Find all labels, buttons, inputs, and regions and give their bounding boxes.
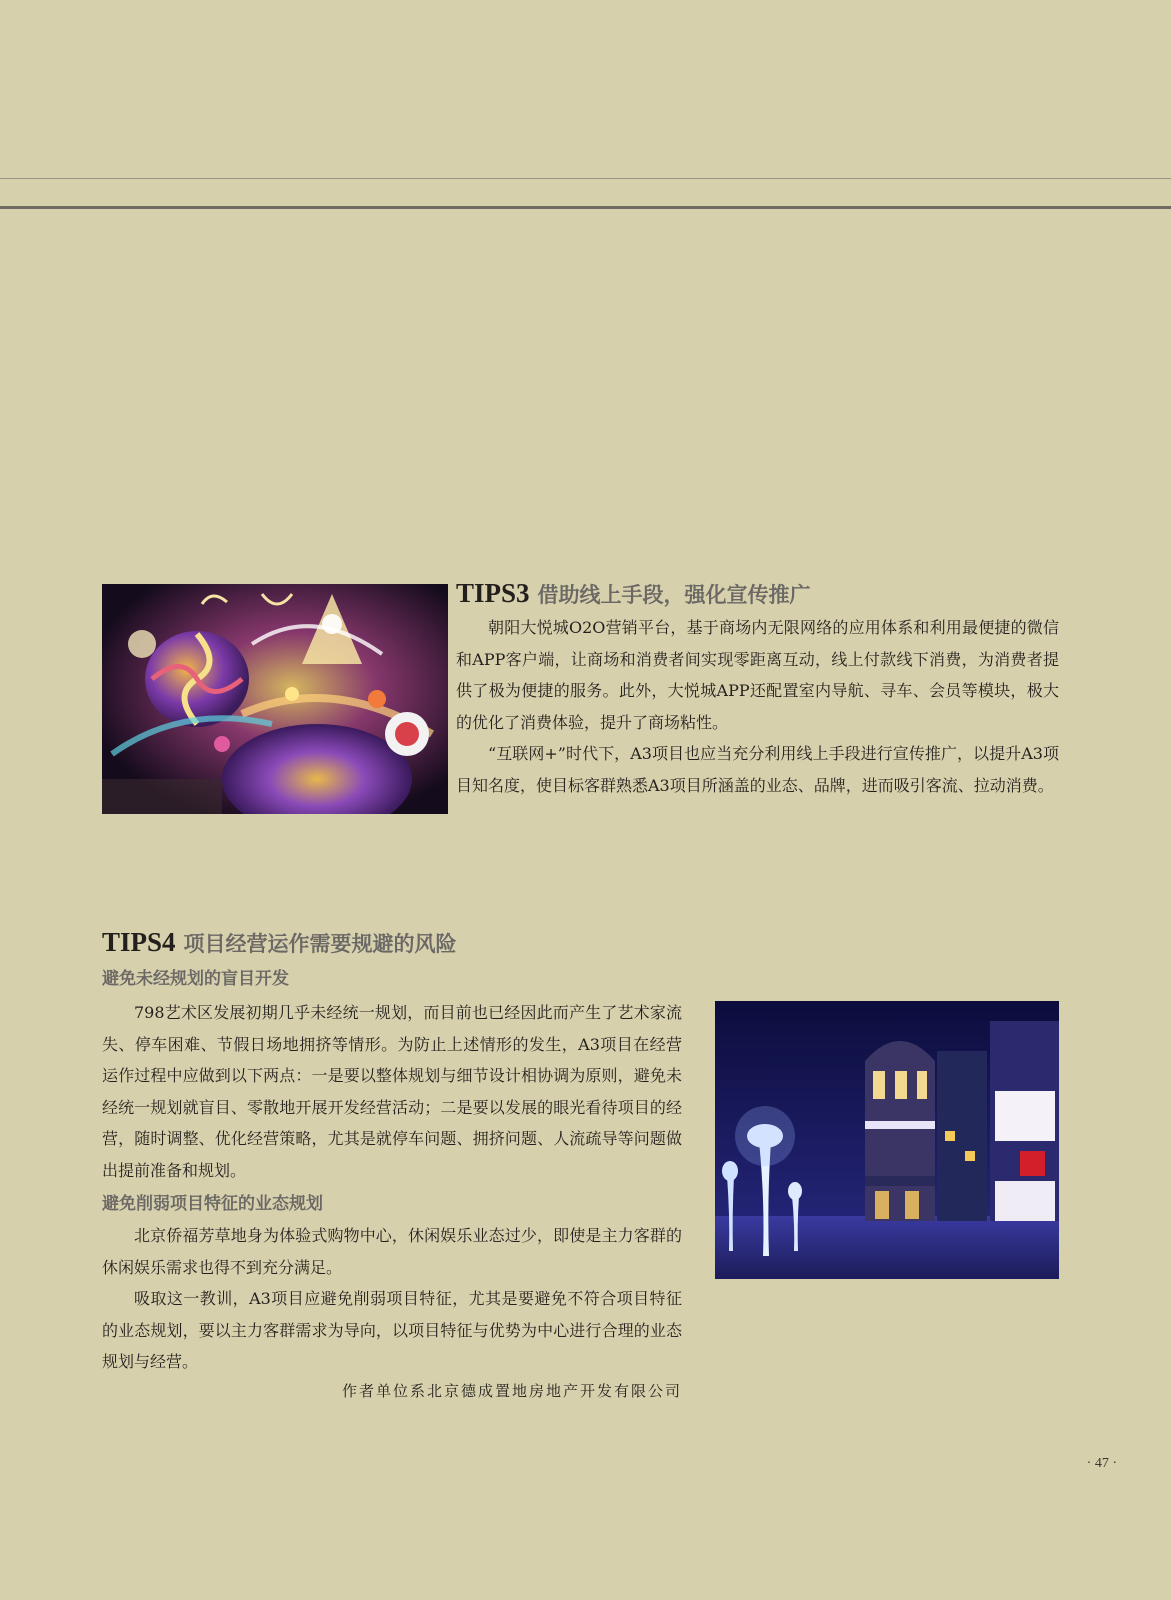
header-thin-rule — [0, 178, 1171, 179]
tips4-paragraph-2: 北京侨福芳草地身为体验式购物中心，休闲娱乐业态过少，即使是主力客群的休闲娱乐需求也得不到充分满足。 — [102, 1226, 682, 1277]
tips3-heading — [456, 579, 811, 609]
tips3-paragraph-1: 朝阳大悦城O2O营销平台，基于商场内无限网络的应用体系和利用最便捷的微信和APP客户端，让商场和消费者间实现零距离互动，线上付款线下消费，为消费者提供了极为便捷的服务。此外，大悦城APP还配置室内导航、寻车、会员等模块，极大的优化了消费体验，提升了商场粘性。 — [456, 618, 1059, 732]
header-thick-rule — [0, 206, 1171, 209]
tips3-paragraph-2: “互联网+”时代下，A3项目也应当充分利用线上手段进行宣传推广，以提升A3项目知名度，使目标客群熟悉A3项目所涵盖的业态、品牌，进而吸引客流、拉动消费。 — [456, 744, 1059, 795]
tips4-paragraph-1: 798艺术区发展初期几乎未经统一规划，而目前也已经因此而产生了艺术家流失、停车困难、节假日场地拥挤等情形。为防止上述情形的发生，A3项目在经营运作过程中应做到以下两点：一是要以整体规划与细节设计相协调为原则，避免未经统一规划就盲目、零散地开展开发经营活动；二是要以发展的眼光看待项目的经营，随时调整、优化经营策略，尤其是就停车问题、拥挤问题、人流疏导等问题做出提前准备和规划。 — [102, 1003, 682, 1180]
tips4-heading — [102, 928, 457, 958]
tips3-label: TIPS3 — [456, 578, 530, 608]
christmas-light-sculpture-photo — [102, 584, 448, 814]
page-number: · 47 · — [1086, 1456, 1117, 1471]
night-plaza-storefront-photo — [715, 1001, 1059, 1279]
tips4-subheading-2: 避免削弱项目特征的业态规划 — [102, 1194, 323, 1214]
tips4-label: TIPS4 — [102, 927, 176, 957]
tips3-title: 借助线上手段，强化宣传推广 — [537, 583, 811, 607]
author-affiliation: 作者单位系北京德成置地房地产开发有限公司 — [341, 1382, 682, 1400]
tips4-title: 项目经营运作需要规避的风险 — [183, 932, 457, 956]
tips4-subheading-1: 避免未经规划的盲目开发 — [102, 969, 289, 989]
tips4-paragraph-3: 吸取这一教训，A3项目应避免削弱项目特征，尤其是要避免不符合项目特征的业态规划，要以主力客群需求为导向，以项目特征与优势为中心进行合理的业态规划与经营。 — [102, 1289, 682, 1371]
